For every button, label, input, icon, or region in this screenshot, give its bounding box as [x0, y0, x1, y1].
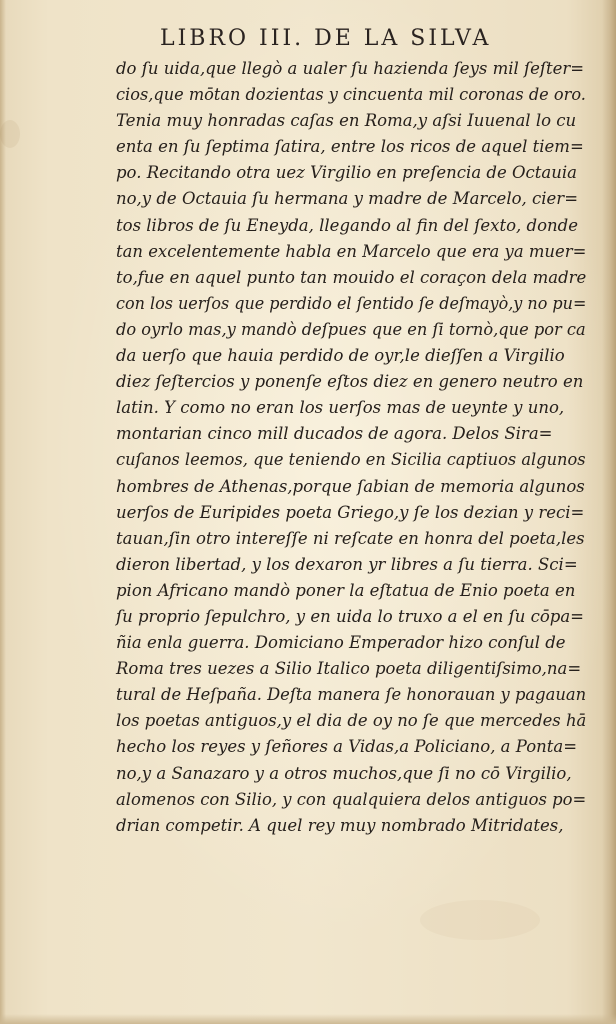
text-line: drian competir. A quel rey muy nombrado Mitridates, [116, 815, 564, 835]
text-line: pion Africano mandò poner la eſtatua de Enio poeta en [116, 580, 576, 600]
text-line: Tenia muy honradas caſas en Roma,y aſsi Iuuenal lo cu [116, 111, 577, 131]
running-head: LIBRO III. DE LA SILVA [160, 26, 492, 51]
text-line: diez ſeſtercios y ponenſe eſtos diez en genero neutro en [116, 372, 584, 392]
page-left-edge [0, 0, 6, 1024]
text-line: alomenos con Silio, y con qualquiera delos antiguos po= [116, 789, 587, 809]
paper-stain [420, 900, 540, 940]
page-right-edge [602, 0, 616, 1024]
text-line: no,y de Octauia ſu hermana y madre de Marcelo, cier= [116, 189, 579, 209]
text-line: con los uerſos que perdido el ſentido ſe deſmayò,y no pu= [116, 293, 587, 313]
body-text [116, 56, 586, 839]
text-line: do ſu uida,que llegò a ualer ſu hazienda ſeys mil ſeſter= [116, 59, 585, 78]
text-line: latin. Y como no eran los uerſos mas de ueynte y uno, [116, 398, 565, 418]
text-line: cuſanos leemos, que teniendo en Sicilia captiuos algunos [116, 450, 586, 470]
text-line: po. Recitando otra uez Virgilio en preſencia de Octauia [116, 163, 577, 183]
paper-stain [0, 120, 20, 148]
text-line: ñia enla guerra. Domiciano Emperador hizo conſul de [116, 633, 566, 653]
text-line: hombres de Athenas,porque ſabian de memoria algunos [116, 476, 585, 496]
text-line: to,fue en aquel punto tan mouido el coraçon dela madre [116, 267, 587, 287]
text-line: da uerſo que hauia perdido de oyr,le dieſſen a Virgilio [116, 346, 565, 366]
text-line: tural de Heſpaña. Deſta manera ſe honorauan y pagauan [116, 685, 587, 705]
text-line: no,y a Sanazaro y a otros muchos,que ſi no cō Virgilio, [116, 763, 572, 783]
page-bottom-edge [0, 1014, 616, 1024]
text-line: do oyrlo mas,y mandò deſpues que en ſi tornò,que por ca [116, 319, 586, 339]
text-line: montarian cinco mill ducados de agora. Delos Sira= [116, 424, 553, 444]
text-line: ſu proprio ſepulchro, y en uida lo truxo a el en ſu cōpa= [116, 606, 585, 626]
text-line: tauan,ſin otro intereſſe ni reſcate en honra del poeta,les [116, 528, 585, 548]
text-line: enta en ſu ſeptima ſatira, entre los ricos de aquel tiem= [116, 137, 584, 157]
text-line: uerſos de Euripides poeta Griego,y ſe los dezian y reci= [116, 502, 585, 522]
text-line: los poetas antiguos,y el dia de oy no ſe que mercedes hā [116, 711, 587, 731]
text-line: cios,que mōtan dozientas y cincuenta mil coronas de oro. [116, 85, 586, 105]
text-line: hecho los reyes y ſeñores a Vidas,a Policiano, a Ponta= [116, 737, 578, 757]
text-line: Roma tres uezes a Silio Italico poeta diligentiſsimo,na= [116, 659, 582, 679]
text-line: dieron libertad, y los dexaron yr libres a ſu tierra. Sci= [116, 554, 578, 574]
text-line: tos libros de ſu Eneyda, llegando al fin del ſexto, donde [116, 215, 578, 235]
text-line: tan excelentemente habla en Marcelo que era ya muer= [116, 241, 587, 261]
